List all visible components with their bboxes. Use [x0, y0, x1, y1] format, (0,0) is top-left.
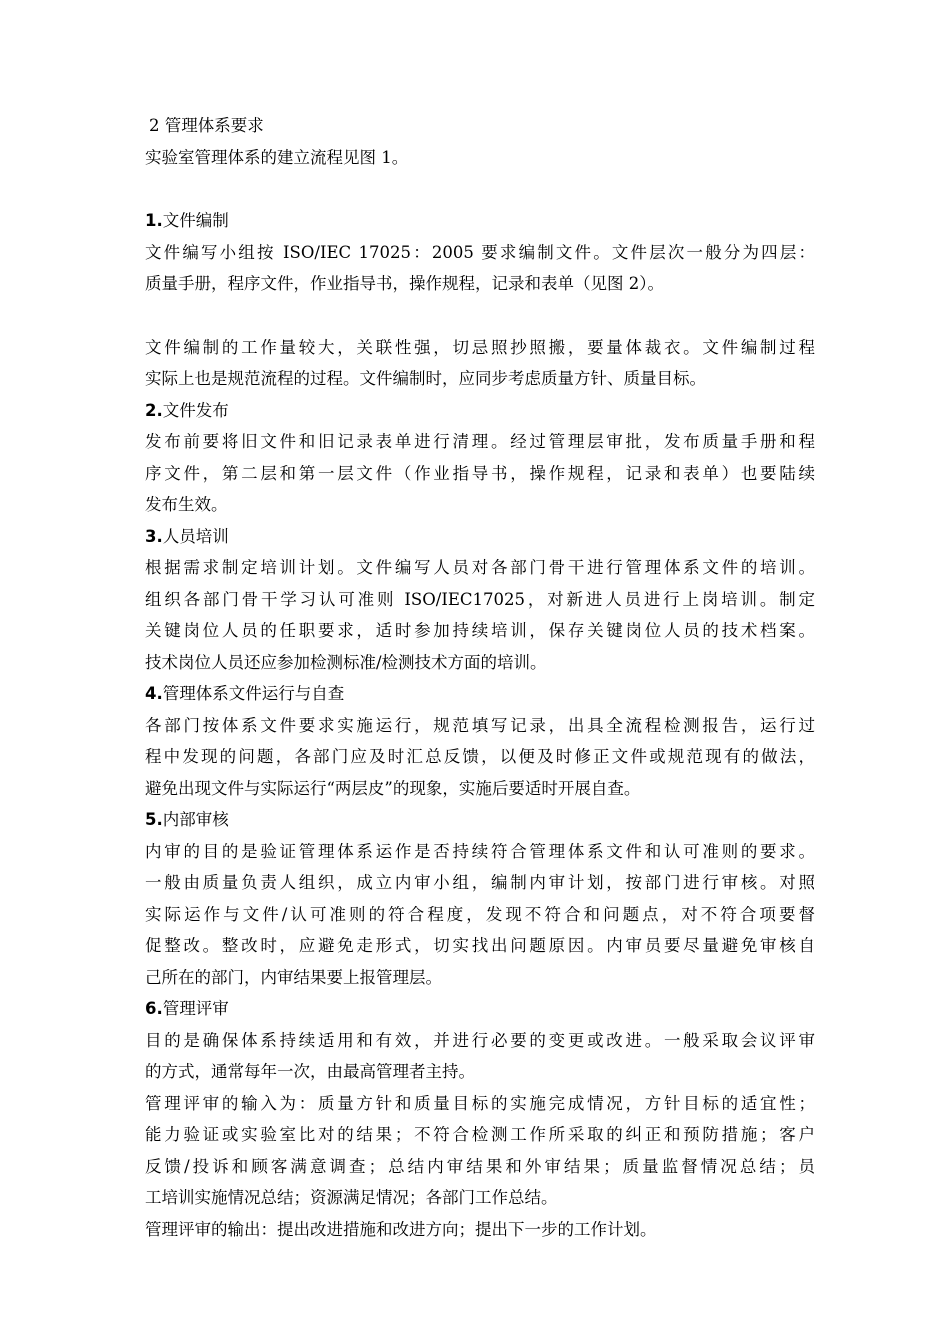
paragraph-line: 促整改。整改时，应避免走形式，切实找出问题原因。内审员要尽量避免审核自 — [145, 936, 815, 955]
section-heading-text: 内部审核 — [162, 810, 229, 829]
paragraph-line: 的方式，通常每年一次，由最高管理者主持。 — [145, 1062, 475, 1081]
blank-line — [145, 173, 815, 205]
section-title: 2 管理体系要求 — [149, 116, 264, 135]
paragraph-line: 实际运作与文件/认可准则的符合程度，发现不符合和问题点，对不符合项要督 — [145, 904, 815, 924]
paragraph-line: 一般由质量负责人组织，成立内审小组，编制内审计划，按部门进行审核。对照 — [145, 873, 815, 892]
section-number: 2. — [145, 400, 163, 420]
paragraph-line: 程中发现的问题，各部门应及时汇总反馈，以便及时修正文件或规范现有的做法， — [145, 747, 815, 766]
paragraph-line: 避免出现文件与实际运行“两层皮”的现象，实施后要适时开展自查。 — [145, 778, 641, 798]
paragraph-line: 己所在的部门，内审结果要上报管理层。 — [145, 967, 442, 987]
blank-line — [145, 300, 815, 332]
section-number: 5. — [145, 810, 163, 829]
paragraph-line: 组织各部门骨干学习认可准则 ISO/IEC17025，对新进人员进行上岗培训。制定 — [145, 589, 815, 609]
paragraph-line: 序文件，第二层和第一层文件（作业指导书，操作规程，记录和表单）也要陆续 — [145, 463, 815, 483]
section-heading-text: 管理评审 — [162, 999, 229, 1018]
document-page — [145, 110, 815, 1245]
section-heading-4 — [145, 678, 815, 710]
paragraph-line: 各部门按体系文件要求实施运行，规范填写记录，出具全流程检测报告，运行过 — [145, 715, 815, 735]
paragraph-line: 目的是确保体系持续适用和有效，并进行必要的变更或改进。一般采取会议评审 — [145, 1030, 815, 1050]
paragraph-line: 关键岗位人员的任职要求，适时参加持续培训，保存关键岗位人员的技术档案。 — [145, 621, 815, 640]
section-number: 4. — [145, 684, 163, 703]
paragraph-line: 内审的目的是验证管理体系运作是否持续符合管理体系文件和认可准则的要求。 — [145, 841, 815, 861]
paragraph-line: 发布前要将旧文件和旧记录表单进行清理。经过管理层审批，发布质量手册和程 — [145, 432, 815, 451]
section-heading-text: 人员培训 — [162, 526, 229, 546]
paragraph-line: 文件编制的工作量较大，关联性强，切忌照抄照搬，要量体裁衣。文件编制过程 — [145, 337, 815, 357]
paragraph-line: 实际上也是规范流程的过程。文件编制时，应同步考虑质量方针、质量目标。 — [145, 369, 706, 388]
section-heading-1 — [145, 205, 815, 237]
section-heading-6 — [145, 993, 815, 1025]
section-heading-text: 文件发布 — [162, 400, 229, 420]
section-number: 6. — [145, 999, 163, 1018]
section-number: 1. — [145, 211, 163, 230]
section-heading-5 — [145, 804, 815, 836]
paragraph-line: 反馈/投诉和顾客满意调查；总结内审结果和外审结果；质量监督情况总结；员 — [145, 1156, 815, 1176]
paragraph-line: 质量手册，程序文件，作业指导书，操作规程，记录和表单（见图 2）。 — [145, 274, 664, 293]
paragraph-line: 文件编写小组按 ISO/IEC 17025：2005 要求编制文件。文件层次一般分为四层： — [145, 242, 815, 262]
section-heading-text: 管理体系文件运行与自查 — [162, 684, 345, 703]
paragraph-line: 管理评审的输出：提出改进措施和改进方向；提出下一步的工作计划。 — [145, 1219, 657, 1239]
section-heading-2 — [145, 395, 815, 427]
paragraph-line: 发布生效。 — [145, 495, 228, 514]
intro-paragraph: 实验室管理体系的建立流程见图 1。 — [145, 147, 409, 167]
section-heading-3 — [145, 521, 815, 553]
section-heading-text: 文件编制 — [162, 211, 229, 230]
paragraph-line: 管理评审的输入为：质量方针和质量目标的实施完成情况，方针目标的适宜性； — [145, 1093, 815, 1113]
section-number: 3. — [145, 526, 163, 546]
paragraph-line: 技术岗位人员还应参加检测标准/检测技术方面的培训。 — [145, 652, 547, 672]
paragraph-line: 根据需求制定培训计划。文件编写人员对各部门骨干进行管理体系文件的培训。 — [145, 558, 815, 577]
paragraph-line: 能力验证或实验室比对的结果；不符合检测工作所采取的纠正和预防措施；客户 — [145, 1125, 815, 1144]
paragraph-line: 工培训实施情况总结；资源满足情况；各部门工作总结。 — [145, 1188, 558, 1207]
